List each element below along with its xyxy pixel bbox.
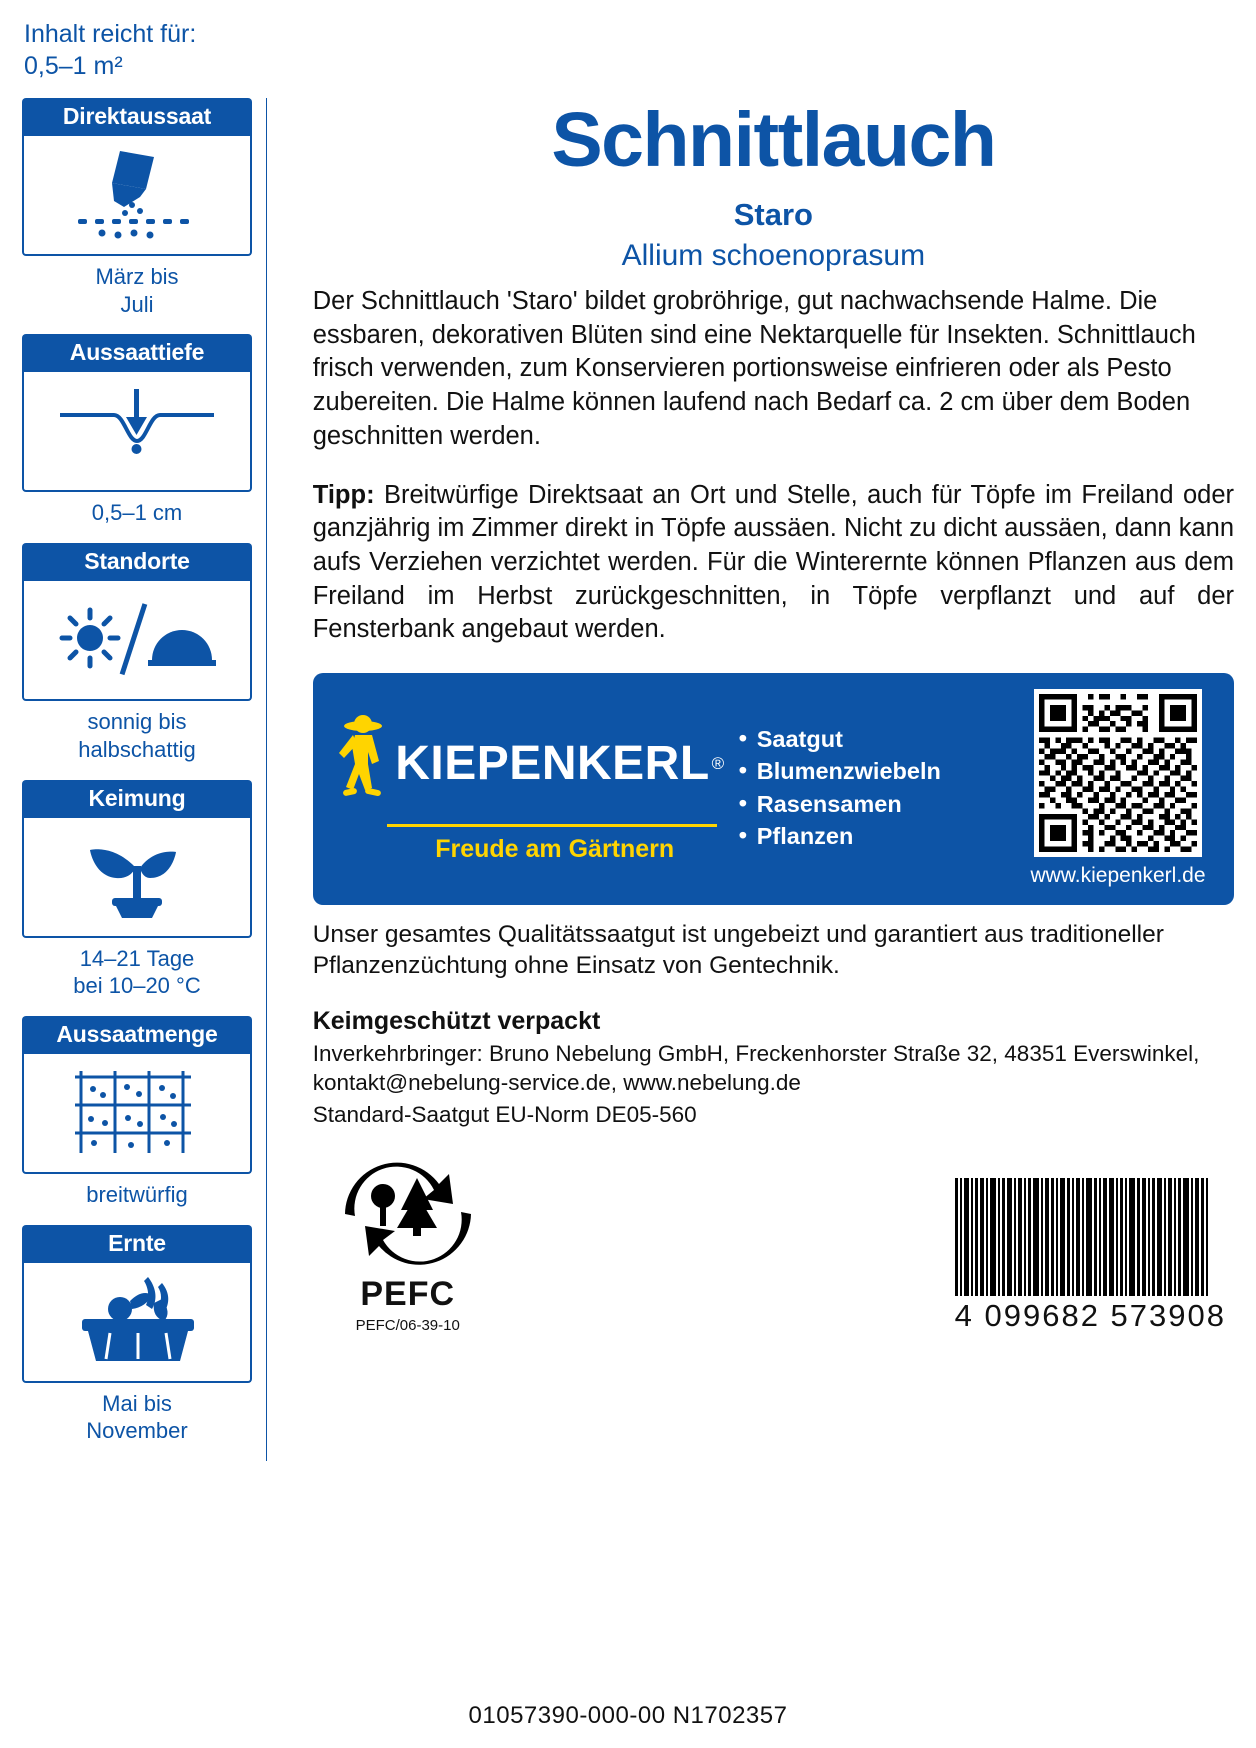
qr-area (1018, 689, 1218, 888)
icon-box-aussaatmenge (22, 1054, 252, 1174)
quality-statement: Unser gesamtes Qualitätssaatgut ist ungebeizt und garantiert aus traditioneller Pflanzenzüchtung ohne Einsatz von Gentechnik. (312, 920, 1164, 980)
icon-block-keimung (22, 780, 252, 1000)
pefc-code: PEFC/06-39-10 (355, 1317, 460, 1335)
content-coverage-label: Inhalt reicht für: (24, 20, 197, 48)
icon-title-aussaattiefe: Aussaattiefe (22, 334, 252, 372)
brand-slogan: Freude am Gärtnern (435, 835, 675, 864)
icon-caption-aussaatmenge: breitwürfig (86, 1182, 188, 1208)
barcode-digits: 4 099682 573908 (954, 1298, 1226, 1334)
content-column (267, 98, 1234, 1334)
icon-box-direktaussaat (22, 136, 252, 256)
pictogram-column (22, 98, 252, 1461)
seedling-icon (72, 826, 202, 927)
pefc-logo-icon (339, 1255, 477, 1272)
sowing-hand-icon (62, 145, 212, 246)
icon-title-direktaussaat: Direktaussaat (22, 98, 252, 136)
icon-block-standorte (22, 543, 252, 763)
sowing-depth-icon (52, 383, 222, 480)
variety-name: Staro (733, 197, 813, 232)
icon-caption-aussaattiefe: 0,5–1 cm (91, 500, 183, 526)
icon-block-aussaattiefe (22, 334, 252, 527)
brand-registered-mark: ® (711, 753, 725, 773)
content-coverage-value: 0,5–1 m² (24, 52, 123, 80)
brand-name: KIEPENKERL (395, 736, 710, 790)
list-item: • Saatgut (739, 724, 1018, 754)
seed-standard: Standard-Saatgut EU-Norm DE05-560 (312, 1102, 697, 1128)
icon-caption-direktaussaat: März bis Juli (95, 264, 179, 317)
product-category-list (729, 724, 1018, 852)
tip-text (313, 479, 1234, 647)
icon-box-ernte (22, 1263, 252, 1383)
main-columns (22, 98, 1234, 1461)
description-text: Der Schnittlauch 'Staro' bildet grobröhrige, gut nachwachsende Halme. Die essbaren, dekorativen Blüten sind eine Nektarquelle für Insekten. Schnittlauch frisch verwenden, zum Konservieren portionsweise einfrieren oder als Pesto zubereiten. Die Halme können laufend nach Bedarf ca. 2 cm über dem Boden geschnitten werden. (312, 287, 1196, 450)
icon-box-aussaattiefe (22, 372, 252, 492)
broadcast-grid-icon (67, 1061, 207, 1166)
icon-box-standorte (22, 581, 252, 701)
article-code: 01057390-000-00 N1702357 (468, 1702, 788, 1729)
icon-title-standorte: Standorte (22, 543, 252, 581)
brand-url[interactable]: www.kiepenkerl.de (1030, 864, 1206, 888)
icon-title-aussaatmenge: Aussaatmenge (22, 1016, 252, 1054)
packaging-statement: Keimgeschützt verpackt (312, 1006, 601, 1035)
tip-label: Tipp: (312, 480, 375, 509)
tip-body: Breitwürfige Direktsaat an Ort und Stelle, auch für Töpfe im Freiland oder ganzjährig im Zimmer direkt in Töpfe aussäen. Nicht zu dicht aussäen, dann kann aufs Verziehen verzichtet werden. Für die Winterernte können Pflanzen aus dem Freiland im Herbst zurückgeschnitten, in Töpfe verpflanzt und auf der Fensterbank angebaut werden. (312, 480, 1234, 644)
brand-rule (387, 824, 717, 827)
pefc-certification (313, 1160, 503, 1334)
kiepenkerl-walking-man-icon (333, 713, 395, 814)
brand-logo-area (329, 713, 729, 864)
ean13-barcode-icon (955, 1178, 1226, 1296)
icon-title-ernte: Ernte (22, 1225, 252, 1263)
brand-banner (313, 673, 1234, 905)
harvest-crate-icon (52, 1269, 222, 1374)
latin-name: Allium schoenoprasum (621, 239, 926, 272)
icon-caption-ernte: Mai bis November (86, 1390, 188, 1444)
footer-marks (313, 1160, 1234, 1334)
pefc-label: PEFC (360, 1275, 456, 1314)
sun-partial-shade-icon (52, 592, 222, 689)
icon-box-keimung (22, 818, 252, 938)
barcode-area (955, 1178, 1226, 1334)
icon-title-keimung: Keimung (22, 780, 252, 818)
distributor-info: Inverkehrbringer: Bruno Nebelung GmbH, Freckenhorster Straße 32, 48351 Everswinkel, kontakt@nebelung-service.de, www.nebelung.de (312, 1040, 1200, 1095)
qr-code-icon[interactable] (1034, 689, 1202, 857)
content-coverage (24, 18, 1234, 82)
icon-caption-keimung: 14–21 Tage bei 10–20 °C (73, 945, 201, 999)
brand-row (333, 713, 724, 814)
page-title: Schnittlauch (551, 97, 996, 183)
icon-caption-standorte: sonnig bis halbschattig (78, 709, 196, 762)
list-item: • Pflanzen (739, 821, 1018, 851)
list-item: • Rasensamen (739, 789, 1018, 819)
icon-block-direktaussaat (22, 98, 252, 318)
list-item: • Blumenzwiebeln (739, 756, 1018, 786)
icon-block-ernte (22, 1225, 252, 1445)
icon-block-aussaatmenge (22, 1016, 252, 1209)
